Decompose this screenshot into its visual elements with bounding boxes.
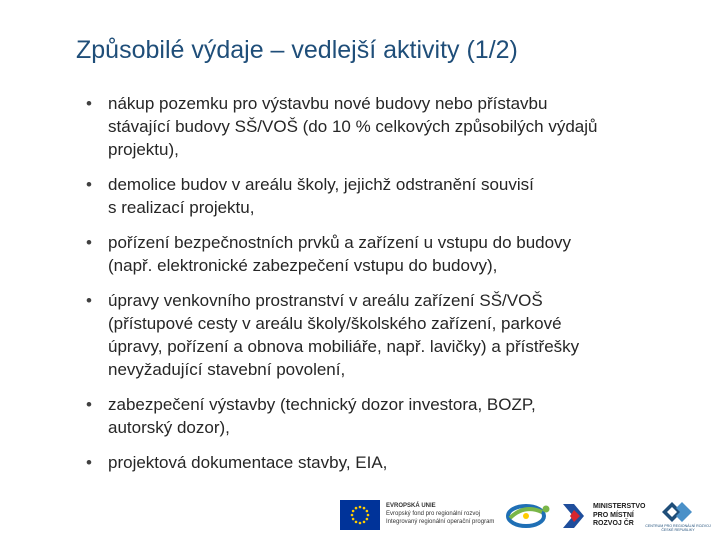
bullet-line: projektová dokumentace stavby, EIA, [108,453,388,472]
bullet-item [86,451,676,474]
bullet-dot: • [86,395,92,414]
mmr-line: PRO MÍSTNÍ [593,511,634,519]
bullet-line: zabezpečení výstavby (technický dozor investora, BOZP, [108,395,536,414]
bullet-line: pořízení bezpečnostních prvků a zařízení u vstupu do budovy [108,233,572,252]
bullet-dot: • [86,94,92,113]
eu-logo-text [386,502,506,526]
bullet-line: (např. elektronické zabezpečení vstupu do budovy), [108,256,498,275]
bullet-item [86,173,676,219]
bullet-item [86,289,676,381]
eu-program: Integrovaný regionální operační program [386,519,495,525]
eu-title: EVROPSKÁ UNIE [386,503,436,509]
bullet-item [86,92,676,161]
bullet-line: nevyžadující stavební povolení, [108,360,346,379]
mmr-line: MINISTERSTVO [593,503,646,510]
bullet-dot: • [86,453,92,472]
bullet-dot: • [86,233,92,252]
bullet-dot: • [86,175,92,194]
slide-title: Způsobilé výdaje – vedlejší aktivity (1/2) [76,36,518,64]
bullet-dot: • [86,291,92,310]
eu-fund: Evropský fond pro regionální rozvoj [386,511,481,517]
bullet-line: stávající budovy SŠ/VOŠ (do 10 % celkových způsobilých výdajů [108,117,598,136]
bullet-line: úpravy venkovního prostranství v areálu zařízení SŠ/VOŠ [108,291,543,310]
eu-flag-icon [340,500,380,530]
bullet-line: úpravy, pořízení a obnova mobiliáře, např. lavičky) a přístřešky [108,337,580,356]
bullet-list [86,92,676,486]
crr-line: ČESKÉ REPUBLIKY [661,528,695,533]
mmr-logo-text [593,503,646,529]
mmr-line: ROZVOJ ČR [593,520,634,527]
bullet-line: projektu), [108,140,179,159]
bullet-line: demolice budov v areálu školy, jejichž odstranění souvisí [108,175,534,194]
bullet-item [86,393,676,439]
bullet-line: autorský dozor), [108,418,230,437]
crr-logo-text [642,524,714,533]
bullet-line: s realizací projektu, [108,198,255,217]
bullet-line: (přístupové cesty v areálu školy/školského zařízení, parkové [108,314,562,333]
bullet-line: nákup pozemku pro výstavbu nové budovy nebo přístavbu [108,94,548,113]
crr-line: CENTRUM PRO REGIONÁLNÍ ROZVOJ [645,524,711,528]
esf-logo-icon [504,500,556,530]
bullet-item [86,231,676,277]
